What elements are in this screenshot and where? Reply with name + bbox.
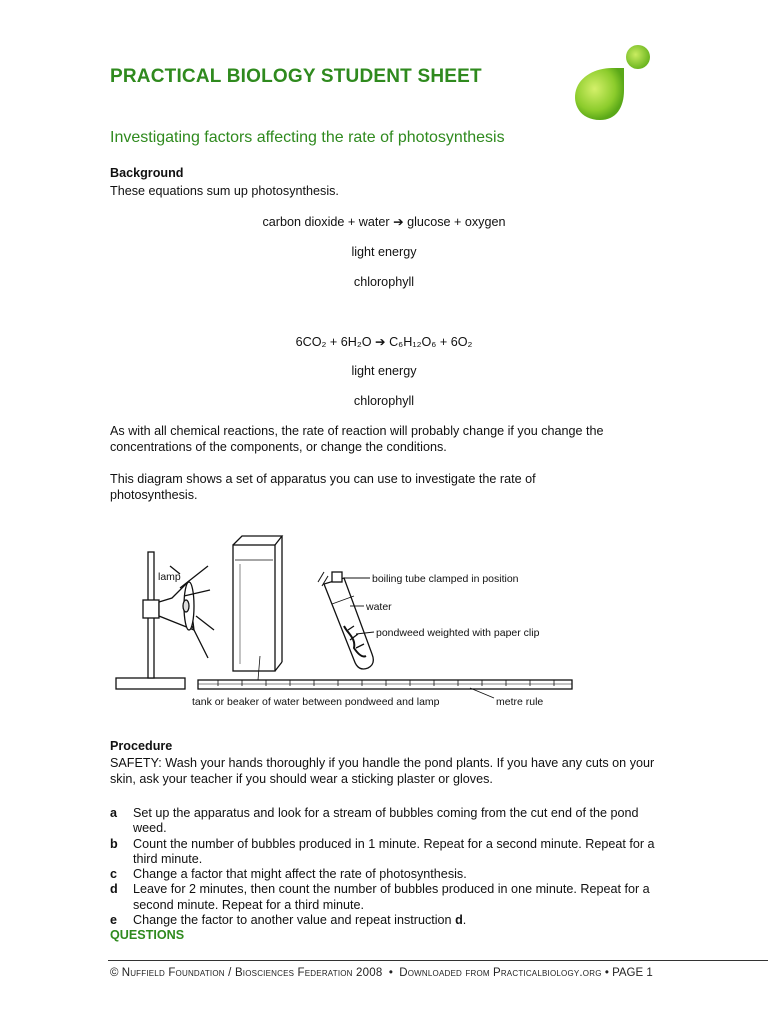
word-equation bbox=[110, 215, 658, 231]
document-heading: Investigating factors affecting the rate of photosynthesis bbox=[110, 129, 505, 146]
step-item bbox=[110, 806, 658, 837]
word-equation-condition-light: light energy bbox=[351, 245, 417, 259]
background-paragraph-2: This diagram shows a set of apparatus you can use to investigate the rate of photosynthesis. bbox=[110, 472, 536, 502]
step-text: Count the number of bubbles produced in 1 minute. Repeat for a second minute. Repeat for a third minute. bbox=[133, 836, 655, 866]
chemical-equation-right: C₆H₁₂O₆ + 6O₂ bbox=[389, 335, 473, 349]
safety-text: SAFETY: Wash your hands thoroughly if you handle the pond plants. If you have any cuts on your skin, ask your teacher if you should wear a sticking plaster or gloves. bbox=[110, 756, 655, 786]
tank-icon bbox=[233, 536, 282, 680]
step-text bbox=[133, 913, 466, 928]
copyright-icon: © bbox=[110, 967, 119, 979]
water-label: water bbox=[366, 601, 392, 613]
procedure-heading: Procedure bbox=[110, 739, 173, 753]
step-text-before: Change the factor to another value and repeat instruction bbox=[133, 913, 456, 928]
procedure-steps bbox=[110, 806, 658, 942]
tube-label: boiling tube clamped in position bbox=[372, 573, 519, 585]
arrow-icon: ➔ bbox=[393, 215, 404, 229]
chemical-equation-left: 6CO₂ + 6H₂O bbox=[295, 335, 372, 349]
step-label: b bbox=[110, 836, 118, 851]
step-text: Leave for 2 minutes, then count the number of bubbles produced in one minute. Repeat for a second minute. Repeat for a third minute. bbox=[133, 882, 650, 912]
lamp-label: lamp bbox=[158, 571, 181, 583]
step-item bbox=[110, 867, 658, 882]
questions-heading: QUESTIONS bbox=[110, 928, 185, 943]
chemical-equation bbox=[110, 335, 658, 351]
footer-divider bbox=[108, 960, 768, 961]
footer-bullet: • bbox=[388, 967, 393, 979]
background-intro: These equations sum up photosynthesis. bbox=[110, 184, 339, 198]
tank-label: tank or beaker of water between pondweed and lamp bbox=[192, 696, 440, 708]
word-equation-condition-chlorophyll: chlorophyll bbox=[353, 275, 415, 289]
step-text-bold: d bbox=[455, 913, 463, 928]
step-text: Set up the apparatus and look for a stream of bubbles coming from the cut end of the pond weed. bbox=[133, 806, 639, 836]
step-item bbox=[110, 882, 658, 913]
footer-site-link[interactable]: Practicalbiology.org bbox=[492, 967, 602, 979]
step-item bbox=[110, 837, 658, 868]
step-label: d bbox=[110, 882, 118, 897]
footer bbox=[110, 967, 653, 979]
step-item bbox=[110, 913, 658, 928]
background-heading: Background bbox=[110, 166, 184, 180]
word-equation-left: carbon dioxide + water bbox=[262, 215, 390, 229]
background-paragraph-1: As with all chemical reactions, the rate of reaction will probably change if you change the concentrations of the components, or change the conditions. bbox=[110, 424, 604, 454]
footer-page: PAGE 1 bbox=[612, 967, 653, 979]
footer-bullet: • bbox=[604, 967, 609, 979]
word-equation-right: glucose + oxygen bbox=[407, 215, 506, 229]
green-leaf-drop-logo-icon bbox=[566, 40, 656, 126]
sheet-title: PRACTICAL BIOLOGY STUDENT SHEET bbox=[110, 66, 482, 87]
rule-label: metre rule bbox=[496, 696, 544, 708]
boiling-tube-icon bbox=[318, 572, 373, 669]
apparatus-diagram bbox=[110, 530, 580, 710]
footer-org: Nuffield Foundation / Biosciences Federation 2008 bbox=[121, 967, 383, 979]
pondweed-label: pondweed weighted with paper clip bbox=[376, 627, 540, 639]
step-text: Change a factor that might affect the rate of photosynthesis. bbox=[133, 867, 467, 882]
arrow-icon: ➔ bbox=[375, 335, 386, 349]
chemical-equation-condition-chlorophyll: chlorophyll bbox=[353, 394, 415, 408]
step-label: e bbox=[110, 913, 118, 928]
step-text-after: . bbox=[462, 913, 467, 928]
chemical-equation-condition-light: light energy bbox=[351, 364, 417, 378]
step-label: c bbox=[110, 867, 118, 882]
step-label: a bbox=[110, 806, 118, 820]
footer-downloaded: Downloaded from bbox=[399, 967, 490, 979]
